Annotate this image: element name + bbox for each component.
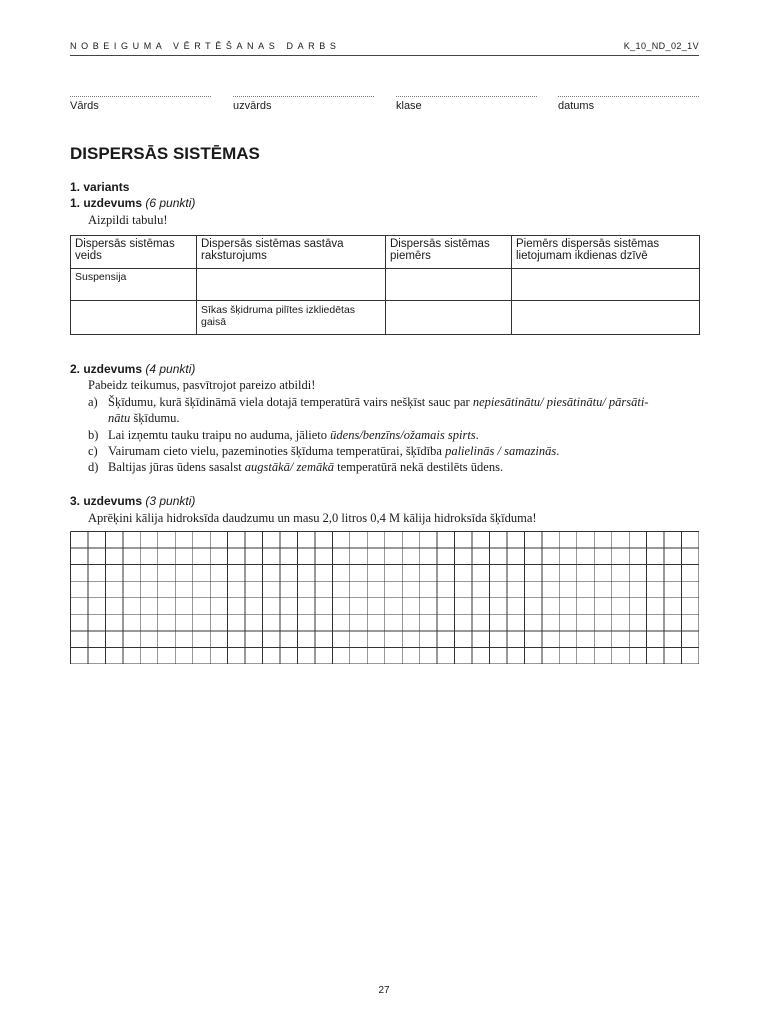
table-header-row — [71, 236, 700, 269]
task1-instruction: Aizpildi tabulu! — [88, 213, 168, 227]
table-header-cell: Dispersās sistēmas piemērs — [386, 236, 512, 269]
table-header-cell: Piemērs dispersās sistēmas lietojumam ikdienas dzīvē — [512, 236, 700, 269]
variant-label: 1. variants — [70, 180, 130, 194]
field-date[interactable]: datums — [558, 96, 699, 112]
answer-options-a[interactable]: nepiesātinātu/ piesātinātu/ pārsāti- — [472, 395, 649, 409]
student-fields — [70, 96, 699, 116]
table-cell-type: Suspensija — [71, 269, 197, 301]
answer-options-c[interactable]: palielinās / samazinās — [445, 444, 557, 458]
table-row — [71, 301, 700, 335]
task2-points: (4 punkti) — [145, 362, 196, 376]
header-code: K_10_ND_02_1V — [623, 41, 699, 51]
task3-label: 3. uzdevums — [70, 494, 143, 508]
task3-heading — [70, 494, 195, 508]
table-cell-answer[interactable] — [386, 269, 512, 301]
task3-points: (3 punkti) — [145, 494, 196, 508]
page-number: 27 — [378, 985, 390, 996]
table-cell-answer[interactable] — [386, 301, 512, 335]
answer-options-b[interactable]: ūdens/benzīns/ožamais spirts — [330, 428, 476, 442]
task2-instruction: Pabeidz teikumus, pasvītrojot pareizo atbildi! — [88, 378, 316, 392]
task1-table — [70, 235, 700, 335]
page-header — [70, 41, 699, 56]
table-cell-answer[interactable] — [512, 301, 700, 335]
task2-heading — [70, 362, 195, 376]
table-cell-description: Sīkas šķidruma pilītes izkliedētas gaisā — [197, 301, 386, 335]
field-first-name[interactable]: Vārds — [70, 96, 211, 112]
task1-points: (6 punkti) — [145, 196, 196, 210]
table-row — [71, 269, 700, 301]
task2-label: 2. uzdevums — [70, 362, 143, 376]
table-cell-answer[interactable] — [512, 269, 700, 301]
table-cell-answer[interactable] — [71, 301, 197, 335]
table-cell-answer[interactable] — [197, 269, 386, 301]
task3-instruction: Aprēķini kālija hidroksīda daudzumu un masu 2,0 litros 0,4 M kālija hidroksīda šķīduma! — [88, 511, 537, 525]
answer-grid[interactable] — [70, 531, 699, 664]
field-class[interactable]: klase — [396, 96, 537, 112]
table-header-cell: Dispersās sistēmas veids — [71, 236, 197, 269]
answer-options-a-cont[interactable]: nātu — [108, 411, 131, 425]
table-header-cell: Dispersās sistēmas sastāva raksturojums — [197, 236, 386, 269]
field-last-name[interactable]: uzvārds — [233, 96, 374, 112]
answer-options-d[interactable]: augstākā/ zemākā — [244, 460, 335, 474]
page-title: DISPERSĀS SISTĒMAS — [70, 144, 260, 163]
task1-heading — [70, 196, 195, 210]
header-title: NOBEIGUMA VĒRTĒŠANAS DARBS — [70, 41, 341, 51]
task1-label: 1. uzdevums — [70, 196, 143, 210]
